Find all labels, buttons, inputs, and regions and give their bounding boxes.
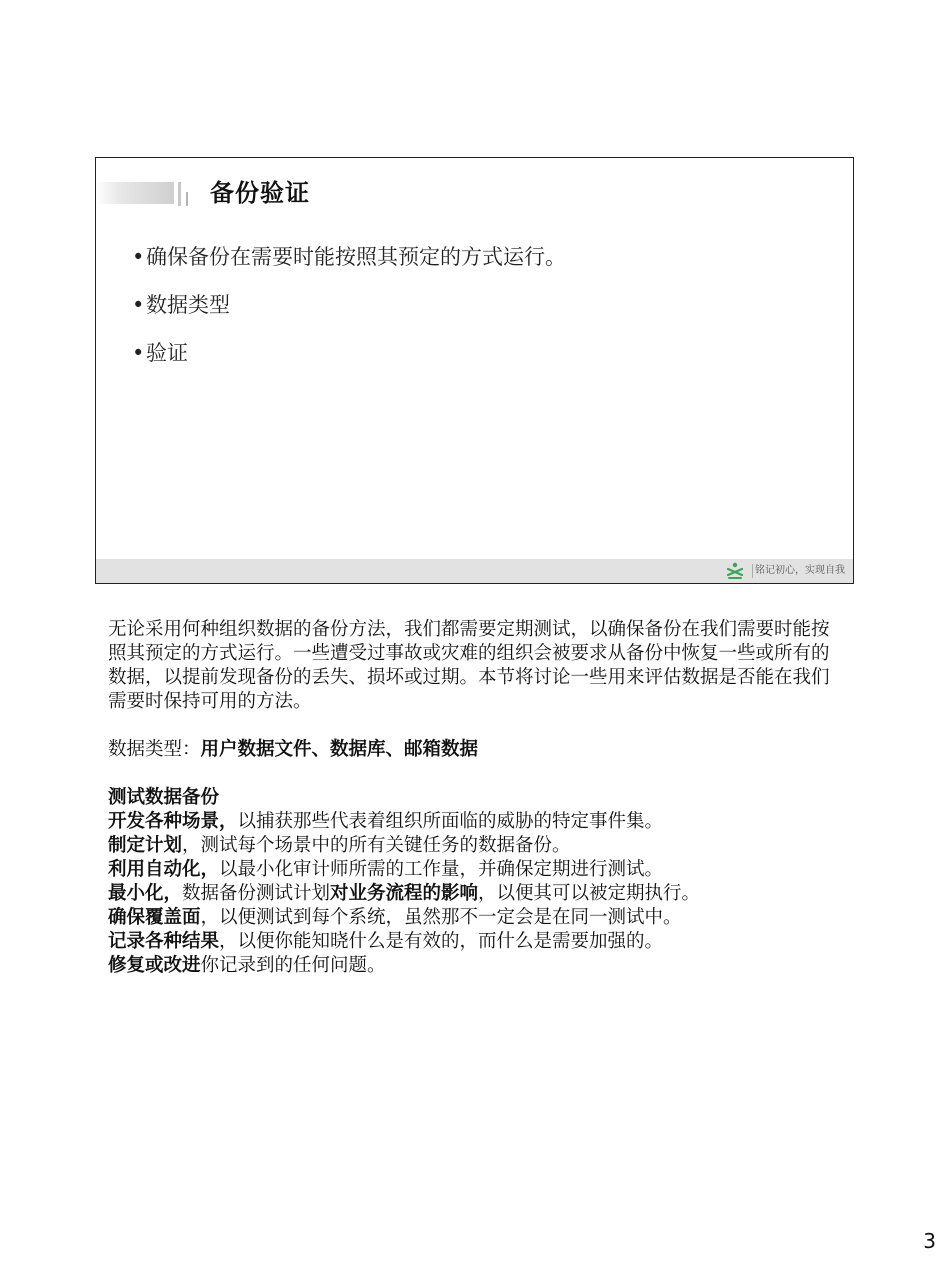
- title-gradient-decoration: [96, 182, 174, 204]
- notes-item: 最小化，数据备份测试计划对业务流程的影响，以便其可以被定期执行。: [108, 883, 701, 904]
- slide-title-bar: [96, 176, 853, 210]
- footer-slogan: 铭记初心，实现自我: [755, 565, 845, 576]
- notes-item: 确保覆盖面，以便测试到每个系统，虽然那不一定会是在同一测试中。: [108, 907, 682, 928]
- notes-item: 修复或改进你记录到的任何问题。: [108, 955, 386, 976]
- bullet-item: •数据类型: [132, 293, 230, 317]
- notes-intro: 无论采用何种组织数据的备份方法，我们都需要定期测试，以确保备份在我们需要时能按照其预定的方式运行。一些遭受过事故或灾难的组织会被要求从备份中恢复一些或所有的数据，以提前发现备份的丢失、损坏或过期。本节将讨论一些用来评估数据是否能在我们需要时保持可用的方法。: [108, 619, 830, 712]
- slide-bullet-list: [132, 244, 566, 388]
- notes-test-heading: 测试数据备份: [108, 787, 220, 808]
- footer-separator: [752, 564, 753, 578]
- slide-footer: [96, 559, 853, 583]
- slide-title: 备份验证: [210, 179, 310, 207]
- notes-item: 制定计划，测试每个场景中的所有关键任务的数据备份。: [108, 835, 571, 856]
- person-logo-icon: [727, 562, 743, 580]
- speaker-notes: [108, 618, 838, 978]
- page-number: 3: [923, 1229, 936, 1253]
- bullet-item: •确保备份在需要时能按照其预定的方式运行。: [132, 245, 566, 269]
- notes-item: 利用自动化，以最小化审计师所需的工作量，并确保定期进行测试。: [108, 859, 664, 880]
- notes-data-types: 数据类型：用户数据文件、数据库、邮箱数据: [108, 739, 479, 760]
- notes-item: 记录各种结果，以便你能知晓什么是有效的，而什么是需要加强的。: [108, 931, 664, 952]
- bullet-item: •验证: [132, 341, 188, 365]
- notes-item: 开发各种场景，以捕获那些代表着组织所面临的威胁的特定事件集。: [108, 811, 664, 832]
- slide-frame: [95, 157, 854, 584]
